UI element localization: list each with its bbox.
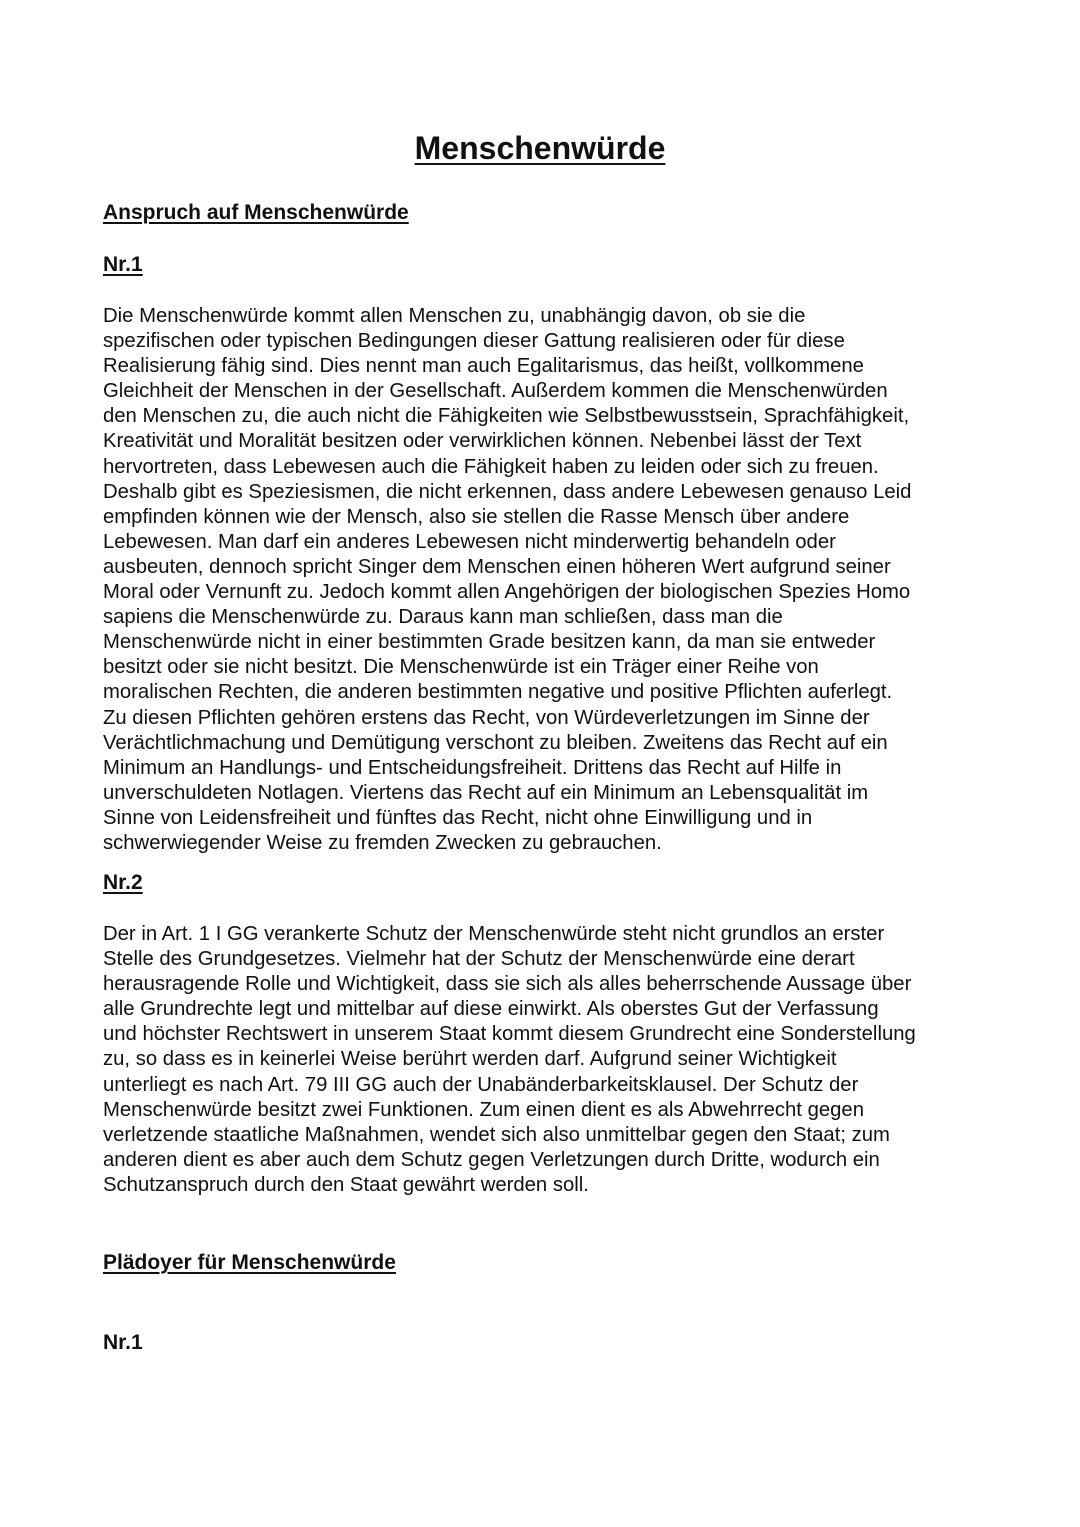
text-line: anderen dient es aber auch dem Schutz gegen Verletzungen durch Dritte, wodurch ein: [103, 1148, 880, 1171]
subheading-nr1-plaedoyer: Nr.1: [103, 1331, 143, 1354]
text-line: Kreativität und Moralität besitzen oder verwirklichen können. Nebenbei lässt der Text: [103, 430, 862, 453]
text-line: Deshalb gibt es Speziesismen, die nicht erkennen, dass andere Lebewesen genauso Leid: [103, 480, 912, 503]
text-line: Zu diesen Pflichten gehören erstens das Recht, von Würdeverletzungen im Sinne der: [103, 706, 870, 729]
text-line: ausbeuten, dennoch spricht Singer dem Menschen einen höheren Wert aufgrund seiner: [103, 555, 891, 578]
text-line: spezifischen oder typischen Bedingungen dieser Gattung realisieren oder für diese: [103, 330, 845, 353]
text-line: schwerwiegender Weise zu fremden Zwecken zu gebrauchen.: [103, 831, 662, 854]
paragraph-anspruch-nr1: [103, 304, 911, 856]
subheading-nr1-anspruch: Nr.1: [103, 253, 143, 276]
text-line: Sinne von Leidensfreiheit und fünftes das Recht, nicht ohne Einwilligung und in: [103, 806, 813, 829]
text-line: Verächtlichmachung und Demütigung verschont zu bleiben. Zweitens das Recht auf ein: [103, 731, 888, 754]
text-line: unterliegt es nach Art. 79 III GG auch der Unabänderbarkeitsklausel. Der Schutz der: [103, 1073, 859, 1096]
subheading-nr2-anspruch: Nr.2: [103, 871, 143, 894]
text-line: Realisierung fähig sind. Dies nennt man auch Egalitarismus, das heißt, vollkommene: [103, 355, 864, 378]
text-line: alle Grundrechte legt und mittelbar auf diese einwirkt. Als oberstes Gut der Verfassung: [103, 998, 879, 1021]
text-line: verletzende staatliche Maßnahmen, wendet sich also unmittelbar gegen den Staat; zum: [103, 1123, 890, 1146]
text-line: Minimum an Handlungs- und Entscheidungsfreiheit. Drittens das Recht auf Hilfe in: [103, 756, 842, 779]
text-line: und höchster Rechtswert in unserem Staat kommt diesem Grundrecht eine Sonderstellung: [103, 1023, 916, 1046]
text-line: Menschenwürde nicht in einer bestimmten Grade besitzen kann, da man sie entweder: [103, 631, 876, 654]
paragraph-anspruch-nr2: [103, 922, 916, 1198]
text-line: hervortreten, dass Lebewesen auch die Fähigkeit haben zu leiden oder sich zu freuen.: [103, 455, 879, 478]
text-line: den Menschen zu, die auch nicht die Fähigkeiten wie Selbstbewusstsein, Sprachfähigkeit,: [103, 405, 910, 428]
text-line: Die Menschenwürde kommt allen Menschen zu, unabhängig davon, ob sie die: [103, 305, 806, 327]
text-line: Moral oder Vernunft zu. Jedoch kommt allen Angehörigen der biologischen Spezies Homo: [103, 581, 911, 604]
text-line: Lebewesen. Man darf ein anderes Lebewesen nicht minderwertig behandeln oder: [103, 530, 836, 553]
text-line: Der in Art. 1 I GG verankerte Schutz der Menschenwürde steht nicht grundlos an erster: [103, 923, 885, 945]
text-line: empfinden können wie der Mensch, also sie stellen die Rasse Mensch über andere: [103, 505, 850, 528]
text-line: Schutzanspruch durch den Staat gewährt werden soll.: [103, 1173, 589, 1196]
text-line: unverschuldeten Notlagen. Viertens das Recht auf ein Minimum an Lebensqualität im: [103, 781, 869, 804]
text-line: Stelle des Grundgesetzes. Vielmehr hat der Schutz der Menschenwürde eine derart: [103, 948, 855, 971]
page-title: Menschenwürde: [414, 130, 666, 166]
section-heading-anspruch: Anspruch auf Menschenwürde: [103, 201, 409, 224]
text-line: Menschenwürde besitzt zwei Funktionen. Zum einen dient es als Abwehrrecht gegen: [103, 1098, 864, 1121]
text-line: sapiens die Menschenwürde zu. Daraus kann man schließen, dass man die: [103, 606, 783, 629]
text-line: zu, so dass es in keinerlei Weise berührt werden darf. Aufgrund seiner Wichtigkeit: [103, 1048, 837, 1071]
text-line: moralischen Rechten, die anderen bestimmten negative und positive Pflichten auferlegt.: [103, 681, 893, 704]
text-line: Gleichheit der Menschen in der Gesellschaft. Außerdem kommen die Menschenwürden: [103, 380, 888, 403]
section-heading-plaedoyer: Plädoyer für Menschenwürde: [103, 1251, 396, 1274]
text-line: besitzt oder sie nicht besitzt. Die Menschenwürde ist ein Träger einer Reihe von: [103, 656, 819, 679]
text-line: herausragende Rolle und Wichtigkeit, dass sie sich als alles beherrschende Aussage über: [103, 973, 912, 996]
